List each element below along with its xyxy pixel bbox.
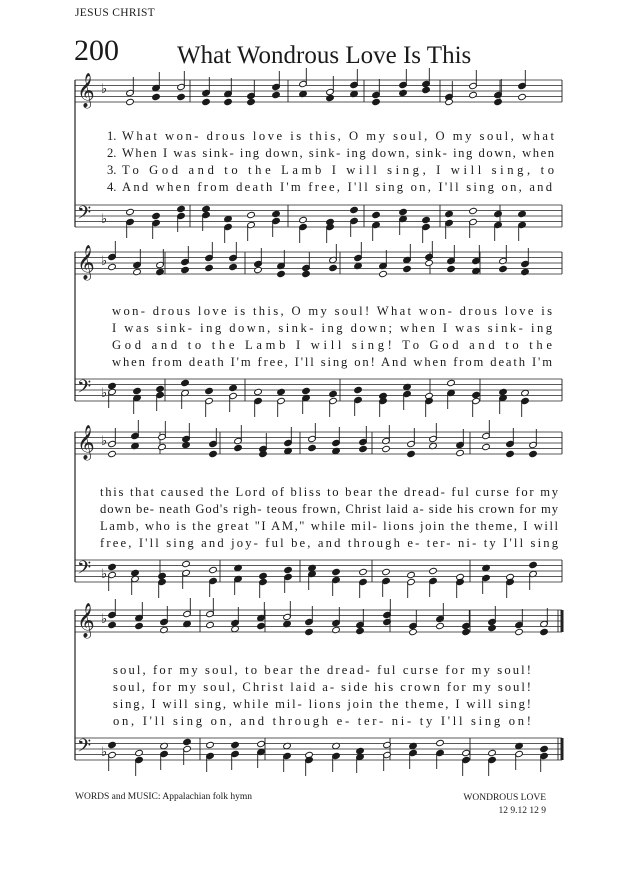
lyric-line: soul, for my soul, to bear the dread- ful curse for my soul!: [113, 663, 531, 677]
lyric-line: Lamb, who is the great "I AM," while mil- lions join the theme, I will: [100, 519, 559, 533]
lyric-line: What won- drous love is this, O my soul, O my soul, what: [122, 129, 555, 143]
lyric-line: free, I'll sing and joy- ful be, and through e- ter- ni- ty I'll sing: [100, 536, 559, 550]
flat-icon: ♭: [101, 386, 108, 401]
bass-clef-icon: 𝄢: [77, 203, 92, 228]
verse-number: 1.: [107, 129, 117, 143]
lyric-line: on, I'll sing on, and through e- ter- ni- ty I'll sing on!: [113, 714, 531, 728]
flat-icon: ♭: [101, 212, 108, 227]
lyric-line: down be- neath God's righ- teous frown, Christ laid a- side his crown for my: [100, 502, 559, 516]
credits-line: WORDS and MUSIC: Appalachian folk hymn: [75, 792, 253, 802]
flat-icon: ♭: [101, 745, 108, 760]
tune-info: [463, 792, 546, 818]
treble-clef-icon: 𝄞: [77, 425, 95, 460]
hymn-number: 200: [74, 34, 119, 67]
hymn-title: What Wondrous Love Is This: [177, 42, 472, 69]
bass-clef-icon: 𝄢: [77, 377, 92, 402]
section-heading: JESUS CHRIST: [75, 7, 155, 19]
lyric-line: I was sink- ing down, sink- ing down; when I was sink- ing: [112, 321, 552, 335]
lyric-line: To God and to the Lamb I will sing, I will sing, to: [122, 163, 554, 177]
treble-clef-icon: 𝄞: [77, 603, 95, 638]
verse-number: 3.: [107, 163, 117, 177]
lyric-line: God and to the Lamb I will sing! To God and to the: [112, 338, 552, 352]
treble-clef-icon: 𝄞: [77, 73, 95, 108]
lyrics-block: [100, 129, 559, 728]
flat-icon: ♭: [101, 567, 108, 582]
lyric-line: soul, for my soul, Christ laid a- side his crown for my soul!: [113, 680, 532, 694]
lyric-line: When I was sink- ing down, sink- ing down, sink- ing down, when: [122, 146, 554, 160]
lyric-line: sing, I will sing, while mil- lions join the theme, I will sing!: [113, 697, 531, 711]
tune-name: WONDROUS LOVE: [463, 793, 546, 803]
lyric-line: And when from death I'm free, I'll sing on, I'll sing on, and: [122, 180, 553, 194]
lyric-line: when from death I'm free, I'll sing on! And when from death I'm: [112, 355, 552, 369]
lyric-line: this that caused the Lord of bliss to bear the dread- ful curse for my: [100, 485, 558, 499]
verse-number: 2.: [107, 146, 117, 160]
flat-icon: ♭: [101, 434, 108, 449]
flat-icon: ♭: [101, 254, 108, 269]
treble-clef-icon: 𝄞: [77, 245, 95, 280]
flat-icon: ♭: [101, 612, 108, 627]
meter: 12 9.12 12 9: [498, 806, 546, 816]
bass-clef-icon: 𝄢: [77, 736, 92, 761]
bass-clef-icon: 𝄢: [77, 558, 92, 583]
verse-number: 4.: [107, 180, 117, 194]
flat-icon: ♭: [101, 82, 108, 97]
lyric-line: won- drous love is this, O my soul! What won- drous love is: [112, 304, 553, 318]
